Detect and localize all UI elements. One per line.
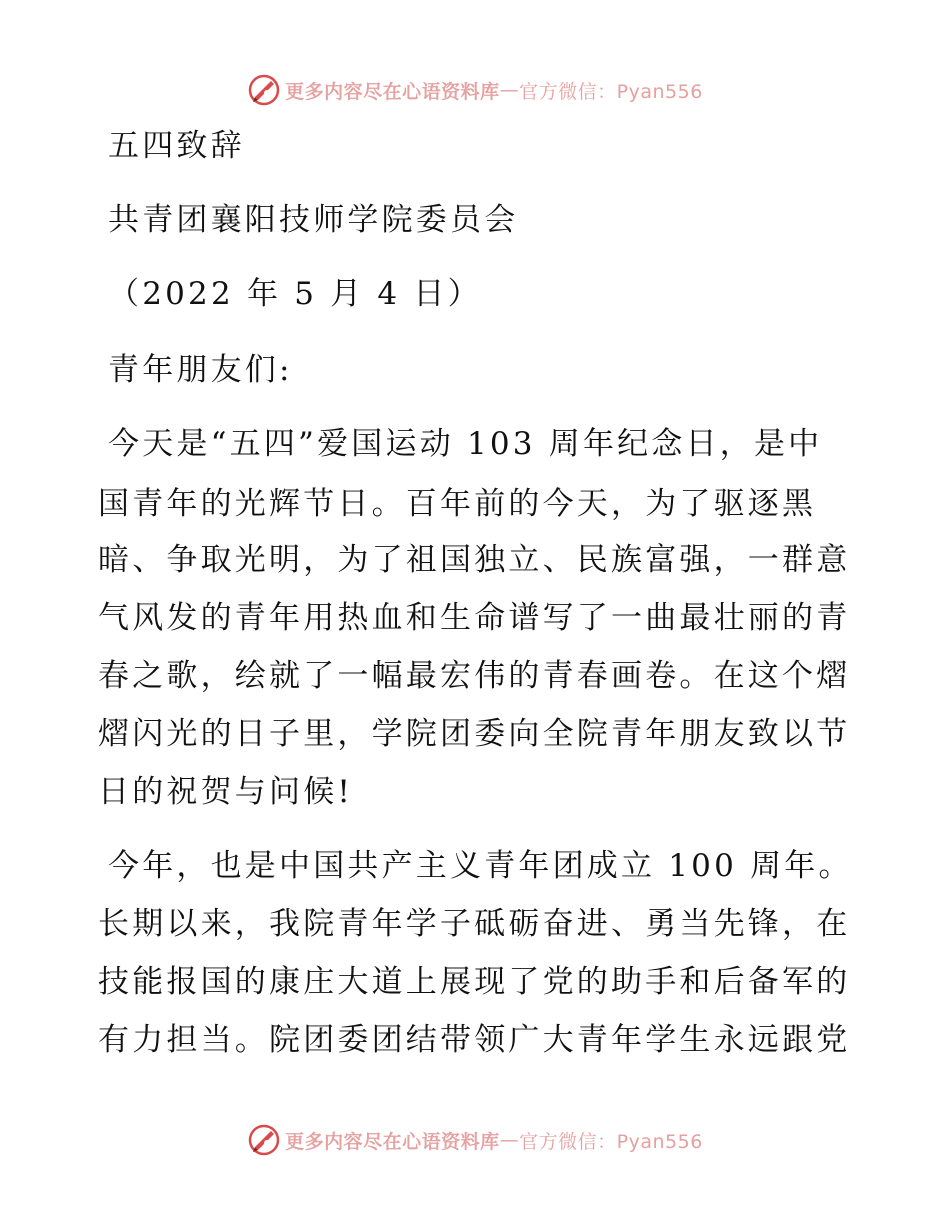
paragraph-line: 今天是“五四”爱国运动 103 周年纪念日，是中 [108, 426, 823, 462]
paragraph-line: 今年，也是中国共产主义青年团成立 100 周年。 [108, 848, 853, 884]
paragraph-line: 春之歌，绘就了一幅最宏伟的青春画卷。在这个熠 [98, 658, 851, 694]
paragraph-line: 国青年的光辉节日。百年前的今天，为了驱逐黑 [98, 486, 817, 522]
paragraph-line: 气风发的青年用热血和生命谱写了一曲最壮丽的青 [98, 600, 851, 636]
document-title: 五四致辞 [108, 128, 245, 164]
pen-logo-icon [247, 1123, 281, 1157]
document-issuer: 共青团襄阳技师学院委员会 [108, 202, 519, 238]
pen-logo-icon [247, 73, 281, 107]
document-salutation: 青年朋友们: [108, 352, 293, 388]
watermark-contact-text: 官方微信：Pyan556 [519, 80, 703, 103]
watermark-dash: — [499, 79, 520, 101]
footer-watermark [0, 1120, 950, 1160]
paragraph-line: 熠闪光的日子里，学院团委向全院青年朋友致以节 [98, 716, 851, 752]
header-watermark [0, 70, 950, 110]
watermark-dash: — [499, 1129, 520, 1151]
paragraph-line: 暗、争取光明，为了祖国独立、民族富强，一群意 [98, 542, 851, 578]
watermark-main-text: 更多内容尽在心语资料库 [285, 1130, 500, 1153]
paragraph-line: 长期以来，我院青年学子砥砺奋进、勇当先锋，在 [98, 906, 851, 942]
watermark-main-text: 更多内容尽在心语资料库 [285, 80, 500, 103]
paragraph-line: 日的祝贺与问候! [98, 774, 354, 810]
paragraph-line: 技能报国的康庄大道上展现了党的助手和后备军的 [98, 964, 851, 1000]
paragraph-line: 有力担当。院团委团结带领广大青年学生永远跟党 [98, 1022, 851, 1058]
watermark-contact-text: 官方微信：Pyan556 [519, 1130, 703, 1153]
document-date: （2022 年 5 月 4 日） [108, 276, 482, 312]
